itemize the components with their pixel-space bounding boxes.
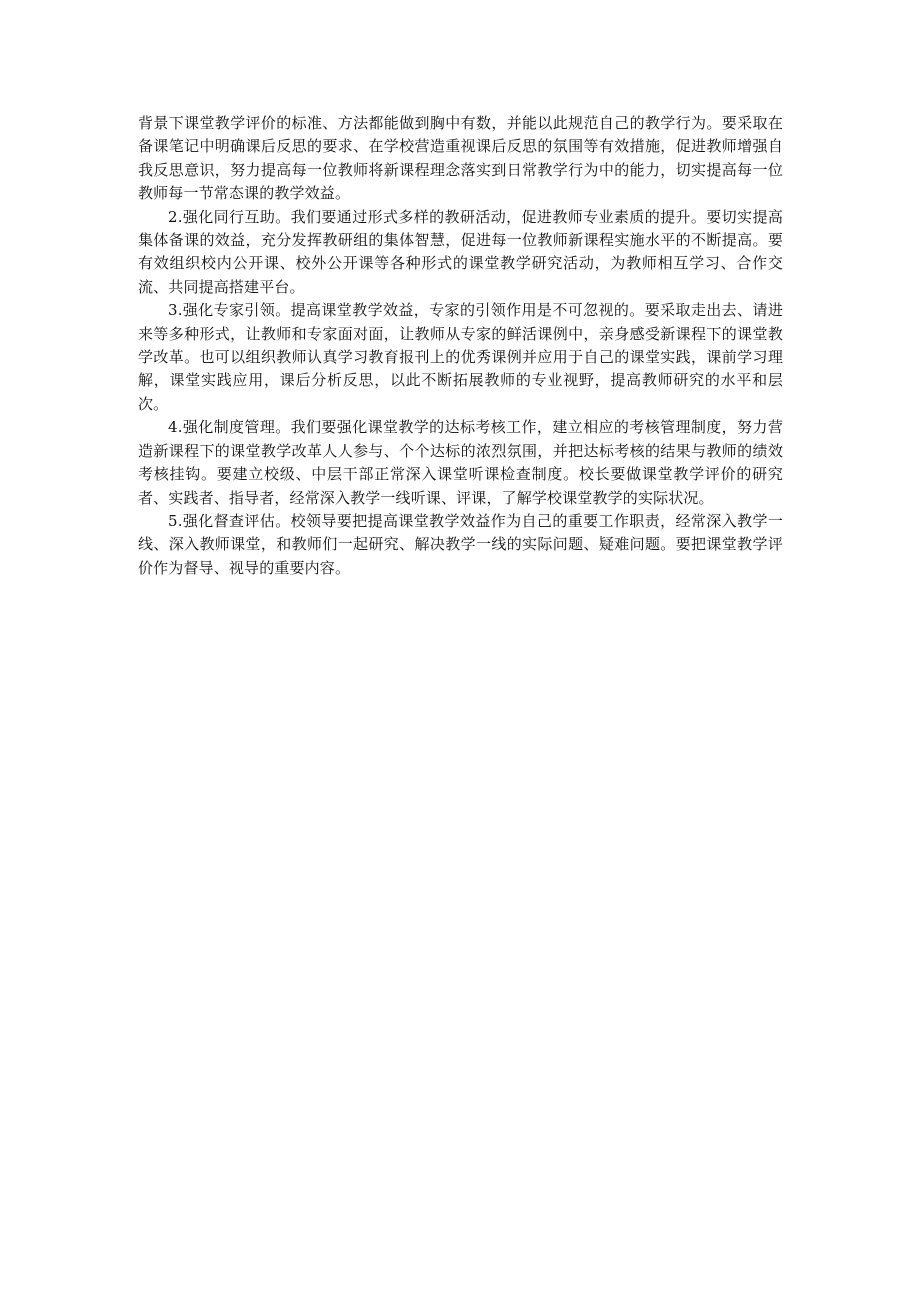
paragraph-supervision-evaluation: 5.强化督查评估。校领导要把提高课堂教学效益作为自己的重要工作职责，经常深入教学一线、深入教师课堂，和教师们一起研究、解决教学一线的实际问题、疑难问题。要把课堂教学评价作为督导、视导的重要内容。 [138, 511, 783, 577]
paragraph-continuation: 背景下课堂教学评价的标准、方法都能做到胸中有数，并能以此规范自己的教学行为。要采取在备课笔记中明确课后反思的要求、在学校营造重视课后反思的氛围等有效措施，促进教师增强自我反思意识，努力提高每一位教师将新课程理念落实到日常教学行为中的能力，切实提高每一位教师每一节常态课的教学效益。 [138, 114, 783, 203]
document-page [138, 112, 783, 580]
paragraph-system-management: 4.强化制度管理。我们要强化课堂教学的达标考核工作，建立相应的考核管理制度，努力营造新课程下的课堂教学改革人人参与、个个达标的浓烈氛围，并把达标考核的结果与教师的绩效考核挂钩。要建立校级、中层干部正常深入课堂听课检查制度。校长要做课堂教学评价的研究者、实践者、指导者，经常深入教学一线听课、评课，了解学校课堂教学的实际状况。 [138, 418, 783, 507]
paragraph-peer-support: 2.强化同行互助。我们要通过形式多样的教研活动，促进教师专业素质的提升。要切实提高集体备课的效益，充分发挥教研组的集体智慧，促进每一位教师新课程实施水平的不断提高。要有效组织校内公开课、校外公开课等各种形式的课堂教学研究活动，为教师相互学习、合作交流、共同提高搭建平台。 [138, 207, 783, 296]
paragraph-expert-guidance: 3.强化专家引领。提高课堂教学效益，专家的引领作用是不可忽视的。要采取走出去、请进来等多种形式，让教师和专家面对面，让教师从专家的鲜活课例中，亲身感受新课程下的课堂教学改革。也可以组织教师认真学习教育报刊上的优秀课例并应用于自己的课堂实践，课前学习理解，课堂实践应用，课后分析反思，以此不断拓展教师的专业视野，提高教师研究的水平和层次。 [138, 301, 783, 413]
